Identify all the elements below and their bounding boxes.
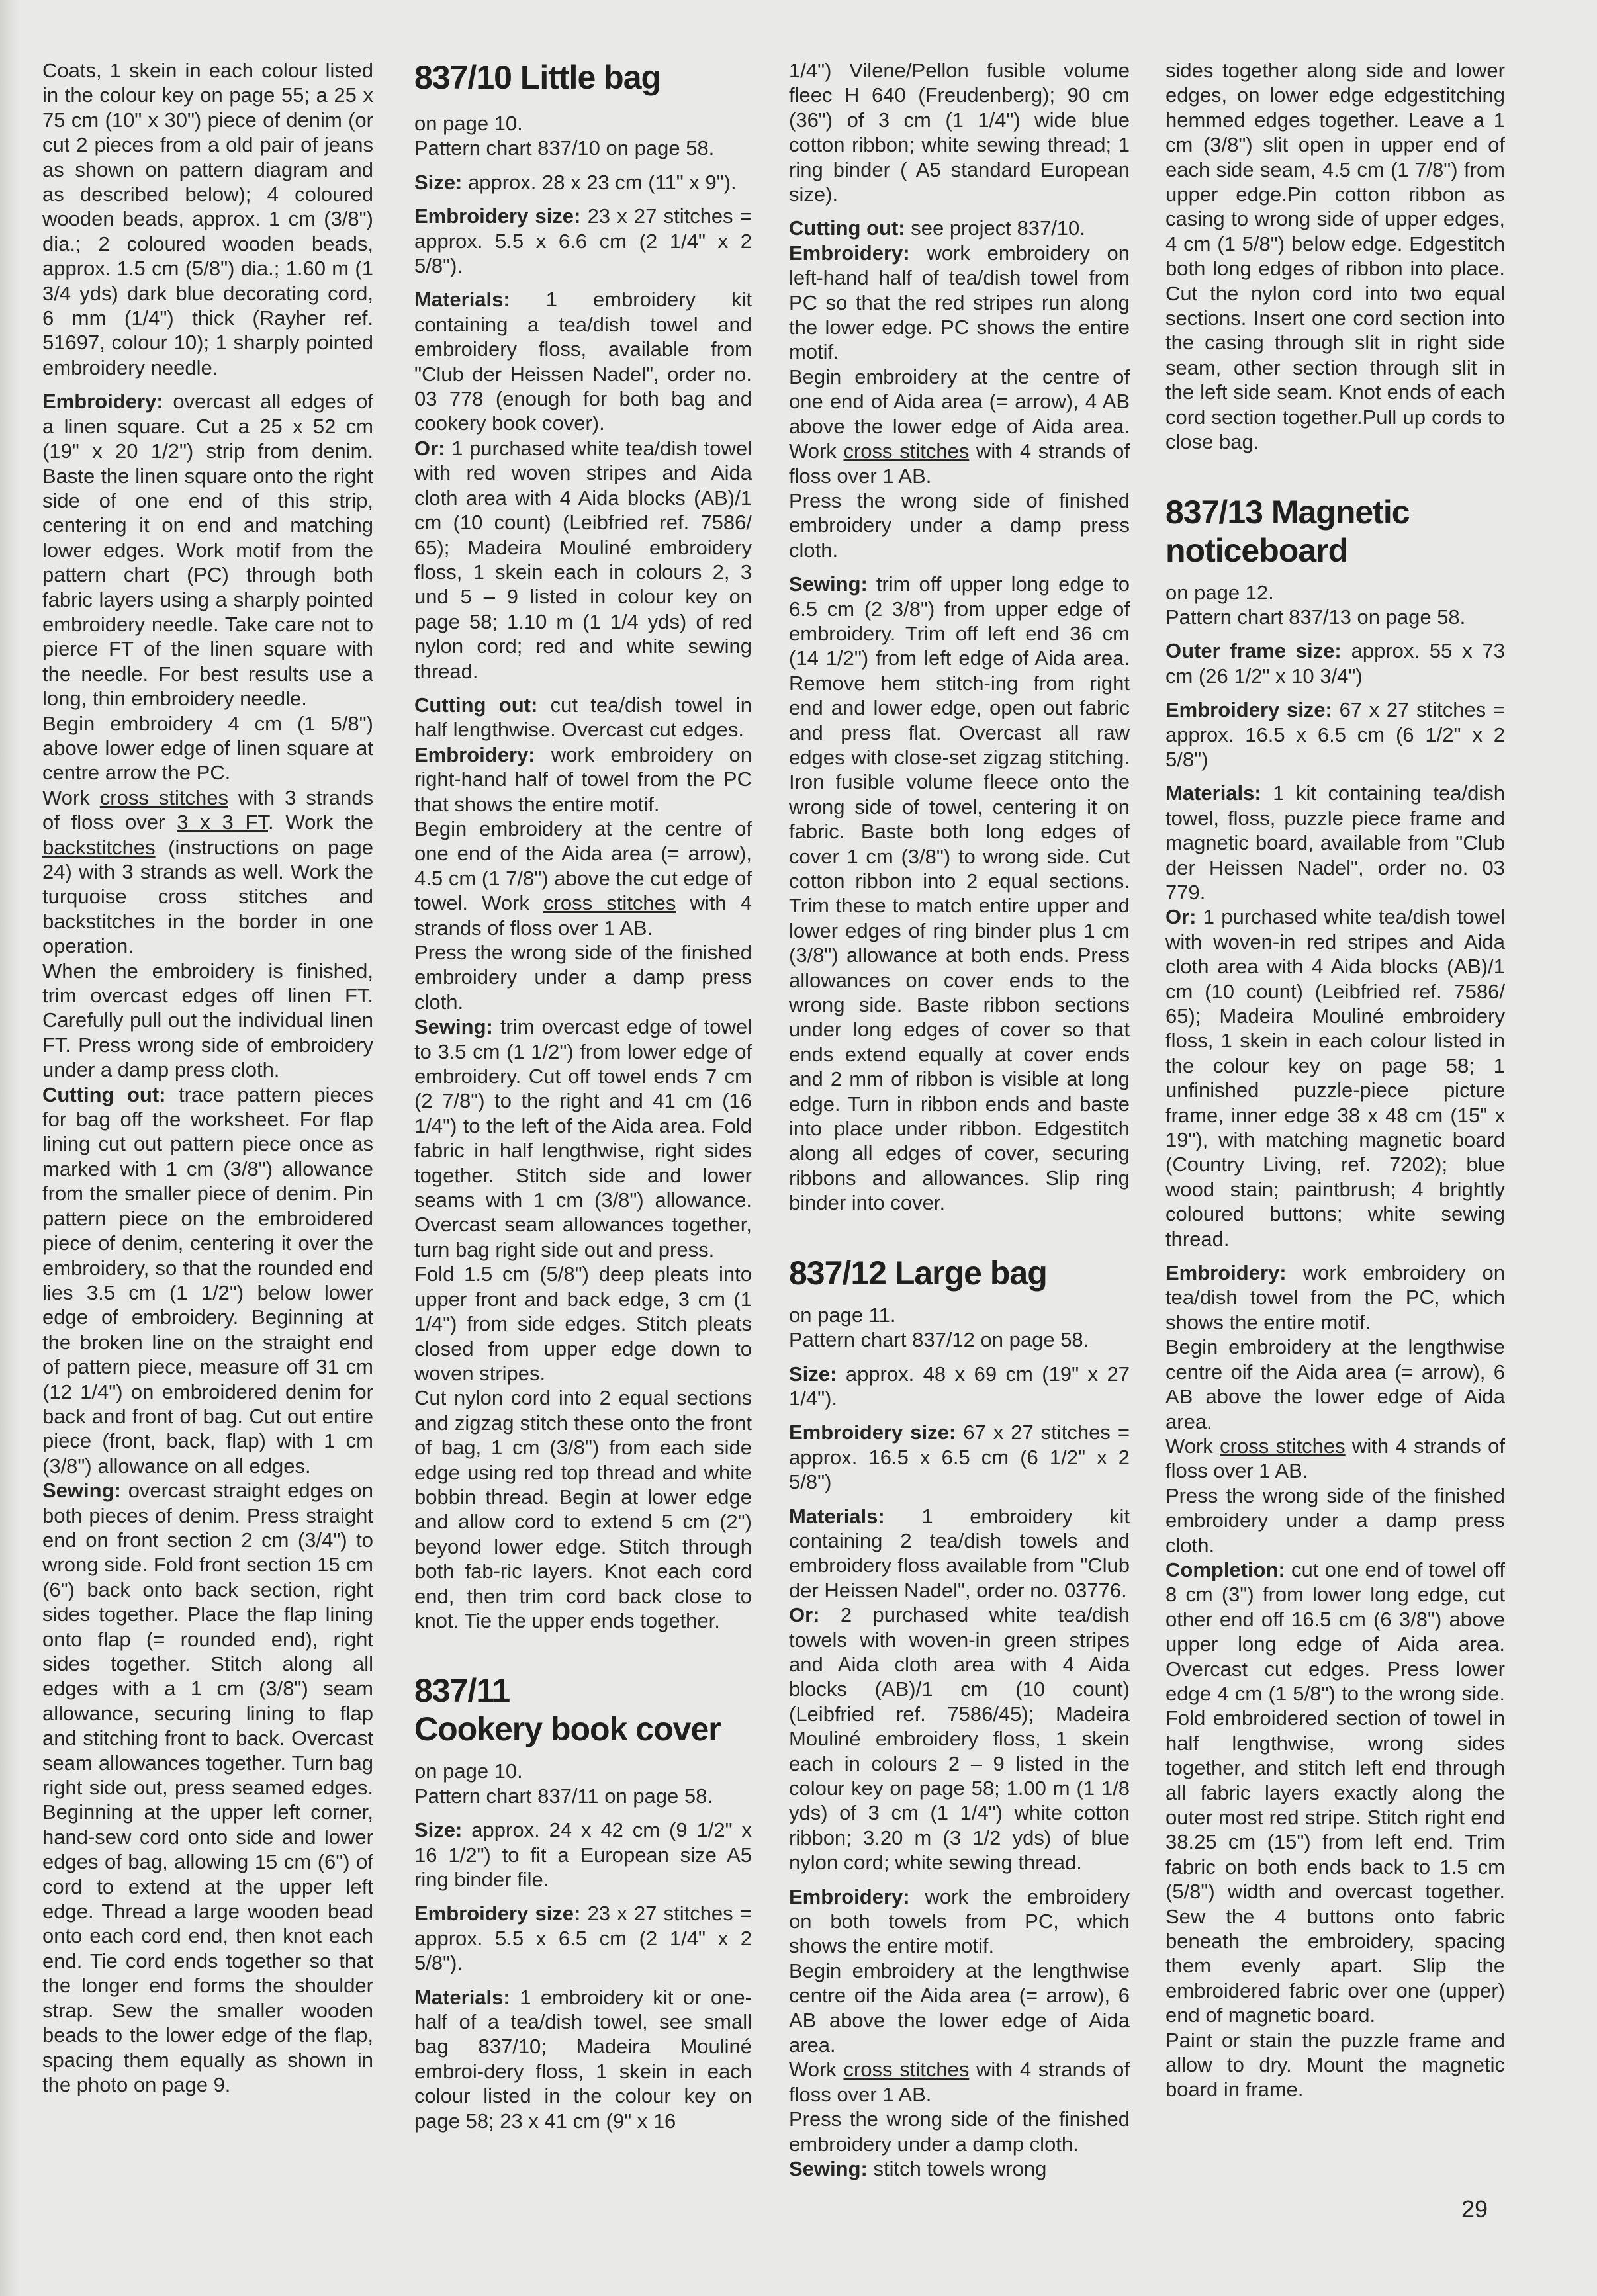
begin-text: Begin embroidery at the lengthwise centre oif the Aida area (= arrow), 6 AB above the lower edge of Aida area. [1165, 1335, 1505, 1433]
materials-text: 1 embroidery kit containing 2 tea/dish towels and embroidery floss available from "Club der Heissen Nadel", order no. 03776. [789, 1504, 1130, 1602]
outer-frame-size-text: approx. 55 x 73 cm (26 1/2" x 10 3/4") [1165, 639, 1505, 687]
sewing-text: overcast straight edges on both pieces of denim. Press straight end on front section 2 cm (3/4") to wrong side. Fold front section 15 cm (6") back onto back section, right sides together. Place the flap lining onto flap (= rounded end), right sides together. Stitch along all edges with a 1 cm (3/8") seam allowance, securing lining to flap and stitching front to back. Overcast seam allowances together. Turn bag right side out, press seamed edges. Beginning at the upper left corner, hand-sew cord onto side and lower edges of bag, allowing 15 cm (6") of cord to extend at the upper left edge. Thread a large wooden bead onto each cord end, then knot each end. Tie cord ends together so that the longer end forms the shoulder strap. Sew the smaller wooden beads to the lower edge of the flap, spacing them equally as shown in the photo on page 9. [42, 1479, 373, 2096]
embroidery-text: work embroidery on tea/dish towel from the PC, which shows the entire motif. [1165, 1261, 1505, 1334]
or-text: 2 purchased white tea/dish towels with woven-in green stripes and Aida cloth area with 4 Aida blocks (AB)/1 cm (10 count) (Leibfried ref. 7586/45); Madeira Mouliné embroidery floss, 1 skein each in colours 2 – 9 listed in the colour key on page 58; 1.00 m (1 1/8 yds) of 3 cm (1 1/4") white cotton ribbon; 3.20 m (3 1/2 yds) of blue nylon cord; white sewing thread. [789, 1603, 1130, 1875]
cut-cord-text: Cut nylon cord into 2 equal sections and zigzag stitch these onto the front of bag, 1 cm (3/8") from each side edge using red top thread and white bobbin thread. Begin at lower edge and allow cord to extend 5 cm (2") beyond lower edge. Stitch through both fab-ric layers. Knot each cord end, then trim cord back close to knot. Tie the upper ends together. [414, 1386, 752, 1632]
begin-text: with 4 strands of floss over 1 AB. [414, 891, 752, 940]
sewing-label: Sewing: [42, 1479, 121, 1503]
embroidery-text: work the embroidery on both towels from PC, which shows the entire motif. [789, 1884, 1130, 1958]
or-text: 1 purchased white tea/dish towel with red woven stripes and Aida cloth area with 4 Aida blocks (AB)/1 cm (10 count) (Leibfried ref. 7586/ 65); Madeira Mouliné embroidery floss, 1 skein each in colours 2, 3 und 5 – 9 listed in colour key on page 58; 1.10 m (1 1/4 yds) of red nylon cord; red and white sewing thread. [414, 436, 752, 683]
begin-text: Begin embroidery at the lengthwise centre oif the Aida area (= arrow), 6 AB above the lower edge of Aida area. [789, 1959, 1130, 2057]
sewing-text: stitch towels wrong [873, 2157, 1047, 2181]
work-text: Work [1165, 1434, 1213, 1458]
size-text: approx. 48 x 69 cm (19" x 27 1/4"). [789, 1362, 1130, 1410]
materials-text: 1 kit containing tea/dish towel, floss, puzzle piece frame and magnetic board, available from "Club der Heissen Nadel", order no. 03 779. [1165, 781, 1505, 904]
page-gutter-shadow [0, 0, 20, 2296]
embroidery-size-label: Embroidery size: [414, 1902, 581, 1925]
embroidery-label: Embroidery: [42, 390, 163, 414]
on-page: on page 12. [1165, 580, 1274, 604]
begin-text: with 4 strands of floss over 1 AB. [789, 439, 1130, 488]
section-title-837-11 [414, 1671, 752, 1748]
size-label: Size: [414, 1818, 463, 1842]
section-title-line: 837/13 Magnetic [1165, 493, 1410, 531]
embroidery-label: Embroidery: [789, 241, 910, 265]
work-text: (instructions on page 24) with 3 strands as well. Work the turquoise cross stitches and backstitches in the border in one operation. [42, 835, 373, 958]
begin-text: Begin embroidery at the centre of one end of Aida area (= arrow), 4 AB above the lower edge of Aida area. Work [789, 365, 1130, 463]
size-text: approx. 24 x 42 cm (9 1/2" x 16 1/2") to fit a European size A5 ring binder file. [414, 1818, 752, 1891]
or-label: Or: [1165, 905, 1197, 929]
3x3-ft-link[interactable]: 3 x 3 FT [177, 811, 268, 834]
embroidery-size-label: Embroidery size: [414, 204, 581, 228]
cutting-out-text: trace pattern pieces for bag off the worksheet. For flap lining cut out pattern piece once as marked with 1 cm (3/8") allowance from the smaller piece of denim. Pin pattern piece on the embroidered piece of denim, centering it over the embroidery, so that the rounded end lies 3.5 cm (1 1/2") below lower edge of embroidery. Beginning at the broken line on the straight end of pattern piece, measure off 31 cm (12 1/4") on embroidered denim for back and front of bag. Cut out entire piece (front, back, flap) with 1 cm (3/8") allowance on all edges. [42, 1082, 373, 1478]
embroidery-label: Embroidery: [1165, 1261, 1287, 1285]
column-3 [789, 58, 1130, 2182]
cutting-out-text: cut tea/dish towel in half lengthwise. Overcast cut edges. [414, 693, 752, 742]
fold-text: Fold 1.5 cm (5/8") deep pleats into upper front and back edge, 3 cm (1 1/4") from side edges. Stitch pleats closed from upper edge down to woven stripes. [414, 1262, 752, 1385]
sewing-label: Sewing: [789, 2157, 868, 2181]
completion-label: Completion: [1165, 1558, 1285, 1581]
section-name: Cookery book cover [414, 1710, 721, 1748]
embroidery-size-label: Embroidery size: [1165, 698, 1332, 722]
work-text: Work [789, 2058, 837, 2082]
page-number: 29 [1461, 2195, 1488, 2223]
sewing-text: trim off upper long edge to 6.5 cm (2 3/8") from upper edge of embroidery. Trim off left end 36 cm (14 1/2") from left edge of Aida area. Remove hem stitch-ing from right end and lower edge, open out fabric and press flat. Overcast all raw edges with close-set zigzag stitching. Iron fusible volume fleece onto the wrong side of towel, centering it on fabric. Baste both long edges of cover 1 cm (3/8") to wrong side. Cut cotton ribbon into 2 equal sections. Trim these to match entire upper and lower edges of ring binder plus 1 cm (3/8") allowance at both ends. Press allowances on cover ends to the wrong side. Baste ribbon sections under long edges of cover so that ends extend equally at cover ends and 2 mm of ribbon is visible at long edge. Turn in ribbon ends and baste into place under ribbon. Edgestitch along all edges of cover, securing ribbons and allowances. Slip ring binder into cover. [789, 572, 1130, 1215]
press-text: Press the wrong side of the finished embroidery under a damp press cloth. [1165, 1483, 1505, 1557]
chart-reference: Pattern chart 837/10 on page 58. [414, 136, 715, 160]
work-paragraph [1165, 1434, 1505, 1483]
column-4 [1165, 58, 1505, 2102]
cross-stitches-link[interactable]: cross stitches [1220, 1434, 1346, 1458]
chart-reference: Pattern chart 837/11 on page 58. [414, 1784, 713, 1808]
outer-frame-size-label: Outer frame size: [1165, 639, 1342, 663]
or-label: Or: [789, 1603, 820, 1627]
embroidery-label: Embroidery: [414, 742, 535, 766]
begin-paragraph [414, 817, 752, 940]
size-text: approx. 28 x 23 cm (11" x 9"). [467, 170, 737, 194]
work-text: with 4 strands of floss over 1 AB. [1165, 1434, 1506, 1483]
work-text: Work [42, 785, 90, 809]
size-label: Size: [789, 1362, 837, 1386]
embroidery-text: work embroidery on left-hand half of tea/dish towel from PC so that the red stripes run along the lower edge. PC shows the entire motif. [789, 241, 1130, 364]
begin-paragraph [789, 365, 1130, 488]
section-title-line: noticeboard [1165, 531, 1348, 569]
on-page: on page 10. [414, 1759, 523, 1783]
work-paragraph [42, 785, 373, 959]
press-text: Press the wrong side of the finished embroidery under a damp cloth. [789, 2107, 1130, 2156]
materials-label: Materials: [789, 1504, 885, 1528]
on-page: on page 11. [789, 1303, 896, 1327]
column-1 [42, 58, 373, 2097]
work-text: with 3 strands of floss over [42, 785, 373, 834]
embroidery-text: work embroidery on right-hand half of towel from the PC that shows the entire motif. [414, 742, 752, 816]
section-title-837-12: 837/12 Large bag [789, 1254, 1047, 1292]
sewing-continued: sides together along side and lower edges, on lower edge edgestitching hemmed edges together. Leave a 1 cm (3/8") slit open in upper end of each side seam, 4.5 cm (1 7/8") from upper edge.Pin cotton ribbon as casing to wrong side of upper edges, 4 cm (1 5/8") below edge. Edgestitch both long edges of ribbon into place. Cut the nylon cord into two equal sections. Insert one cord section into the casing through slit in right side seam, other section through slit in the left side seam. Knot ends of each cord section together.Pull up cords to close bag. [1165, 59, 1505, 454]
sewing-text: trim overcast edge of towel to 3.5 cm (1 1/2") from lower edge of embroidery. Cut off towel ends 7 cm (2 7/8") to the right and 41 cm (16 1/4") to the left of the Aida area. Fold fabric in half lengthwise, right sides together. Stitch side and lower seams with 1 cm (3/8") allowance. Overcast seam allowances together, turn bag right side out and press. [414, 1015, 752, 1261]
chart-reference: Pattern chart 837/13 on page 58. [1165, 605, 1466, 629]
press-text: Press the wrong side of finished embroidery under a damp press cloth. [789, 488, 1130, 562]
materials-label: Materials: [1165, 781, 1261, 805]
chart-reference: Pattern chart 837/12 on page 58. [789, 1328, 1089, 1352]
cutting-out-label: Cutting out: [414, 693, 538, 717]
embroidery-size-text: 23 x 27 stitches = approx. 5.5 x 6.5 cm (2 1/4" x 2 5/8"). [414, 1902, 752, 1975]
cutting-out-text: see project 837/10. [911, 216, 1085, 240]
cross-stitches-link[interactable]: cross stitches [543, 891, 676, 915]
embroidery-size-text: 23 x 27 stitches = approx. 5.5 x 6.6 cm (2 1/4" x 2 5/8"). [414, 204, 752, 278]
or-label: Or: [414, 436, 445, 460]
cutting-out-label: Cutting out: [42, 1082, 166, 1106]
materials-continued: 1/4") Vilene/Pellon fusible volume fleec H 640 (Freudenberg); 90 cm (36") of 3 cm (1 1/4") wide blue cotton ribbon; white sewing thread; 1 ring binder ( A5 standard European size). [789, 59, 1130, 206]
section-title-837-10: 837/10 Little bag [414, 59, 661, 96]
finished-text: When the embroidery is finished, trim overcast edges off linen FT. Carefully pull out the individual linen FT. Press wrong side of embroidery under a damp press cloth. [42, 959, 373, 1082]
sewing-label: Sewing: [414, 1015, 493, 1039]
press-text: Press the wrong side of the finished embroidery under a damp press cloth. [414, 941, 752, 1014]
or-text: 1 purchased white tea/dish towel with woven-in red stripes and Aida cloth area with 4 Aida blocks (AB)/1 cm (10 count) (Leibfried ref. 7586/ 65); Madeira Mouliné embroidery floss, 1 skein in each colour listed in the colour key on page 58; 1 unfinished puzzle-piece picture frame, inner edge 38 x 48 cm (15" x 19"), with matching magnetic board (Country Living, ref. 7202); blue wood stain; paintbrush; 4 brightly coloured buttons; white sewing thread. [1165, 905, 1505, 1251]
materials-label: Materials: [414, 1985, 510, 2009]
embroidery-size-text: 67 x 27 stitches = approx. 16.5 x 6.5 cm (6 1/2" x 2 5/8") [1165, 698, 1505, 771]
materials-text: 1 embroidery kit containing a tea/dish towel and embroidery floss, available from "Club der Heissen Nadel", order no. 03 778 (enough for both bag and cookery book cover). [414, 288, 752, 435]
on-page: on page 10. [414, 112, 523, 135]
materials-text: 1 embroidery kit or one-half of a tea/dish towel, see small bag 837/10; Madeira Mouliné embroi-dery floss, 1 skein in each colour listed in the colour key on page 58; 23 x 41 cm (9" x 16 [414, 1985, 752, 2133]
section-number: 837/11 [414, 1672, 510, 1710]
sewing-label: Sewing: [789, 572, 868, 596]
embroidery-size-text: 67 x 27 stitches = approx. 16.5 x 6.5 cm (6 1/2" x 2 5/8") [789, 1421, 1130, 1494]
cross-stitches-link[interactable]: cross stitches [99, 785, 228, 809]
work-text: . Work the [267, 811, 374, 834]
materials-continued: Coats, 1 skein in each colour listed in the colour key on page 55; a 25 x 75 cm (10" x 30") piece of denim (or cut 2 pieces from a old pair of jeans as shown on pattern diagram and as described below); 4 coloured wooden beads, approx. 1 cm (3/8") dia.; 2 coloured wooden beads, approx. 1.5 cm (5/8") dia.; 1.60 m (1 3/4 yds) dark blue decorating cord, 6 mm (1/4") thick (Rayher ref. 51697, colour 10); 1 sharply pointed embroidery needle. [42, 59, 373, 379]
materials-label: Materials: [414, 288, 510, 312]
embroidery-size-label: Embroidery size: [789, 1421, 956, 1444]
cross-stitches-link[interactable]: cross stitches [843, 439, 970, 463]
embroidery-text: overcast all edges of a linen square. Cut a 25 x 52 cm (19" x 20 1/2") strip from denim. Baste the linen square onto the right side of one end of this strip, centering it on end and matching lower edges. Work motif from the pattern chart (PC) through both fabric layers using a sharply pointed embroidery needle. Take care not to pierce FT of the linen square with the needle. For best results use a long, thin embroidery needle. [42, 390, 373, 711]
work-text: with 4 strands of floss over 1 AB. [789, 2058, 1130, 2106]
cross-stitches-link[interactable]: cross stitches [843, 2058, 970, 2082]
column-2 [414, 58, 752, 2133]
begin-text: Begin embroidery at the centre of one end of the Aida area (= arrow), 4.5 cm (1 7/8") above the cut edge of towel. Work [414, 817, 752, 915]
embroidery-label: Embroidery: [789, 1884, 910, 1908]
paint-text: Paint or stain the puzzle frame and allow to dry. Mount the magnetic board in frame. [1165, 2028, 1505, 2101]
work-paragraph [789, 2057, 1130, 2107]
begin-text: Begin embroidery 4 cm (1 5/8") above lower edge of linen square at centre arrow the PC. [42, 711, 373, 785]
size-label: Size: [414, 170, 463, 194]
section-title-837-13 [1165, 493, 1505, 570]
completion-text: cut one end of towel off 8 cm (3") from lower long edge, cut other end off 16.5 cm (6 3/8") above upper long edge of Aida area. Overcast cut edges. Press lower edge 4 cm (1 5/8") to the wrong side. Fold embroidered section of towel in half lengthwise, wrong sides together, and stitch left end through all fabric layers exactly along the outer most red stripe. Stitch right end 38.25 cm (15") from left end. Trim fabric on both ends back to 1.5 cm (5/8") width and overcast together. Sew the 4 buttons onto fabric beneath the embroidery, spacing them evenly apart. Slip the embroidered fabric over one (upper) end of magnetic board. [1165, 1558, 1505, 2027]
cutting-out-label: Cutting out: [789, 216, 905, 240]
backstitches-link[interactable]: backstitches [42, 835, 156, 859]
